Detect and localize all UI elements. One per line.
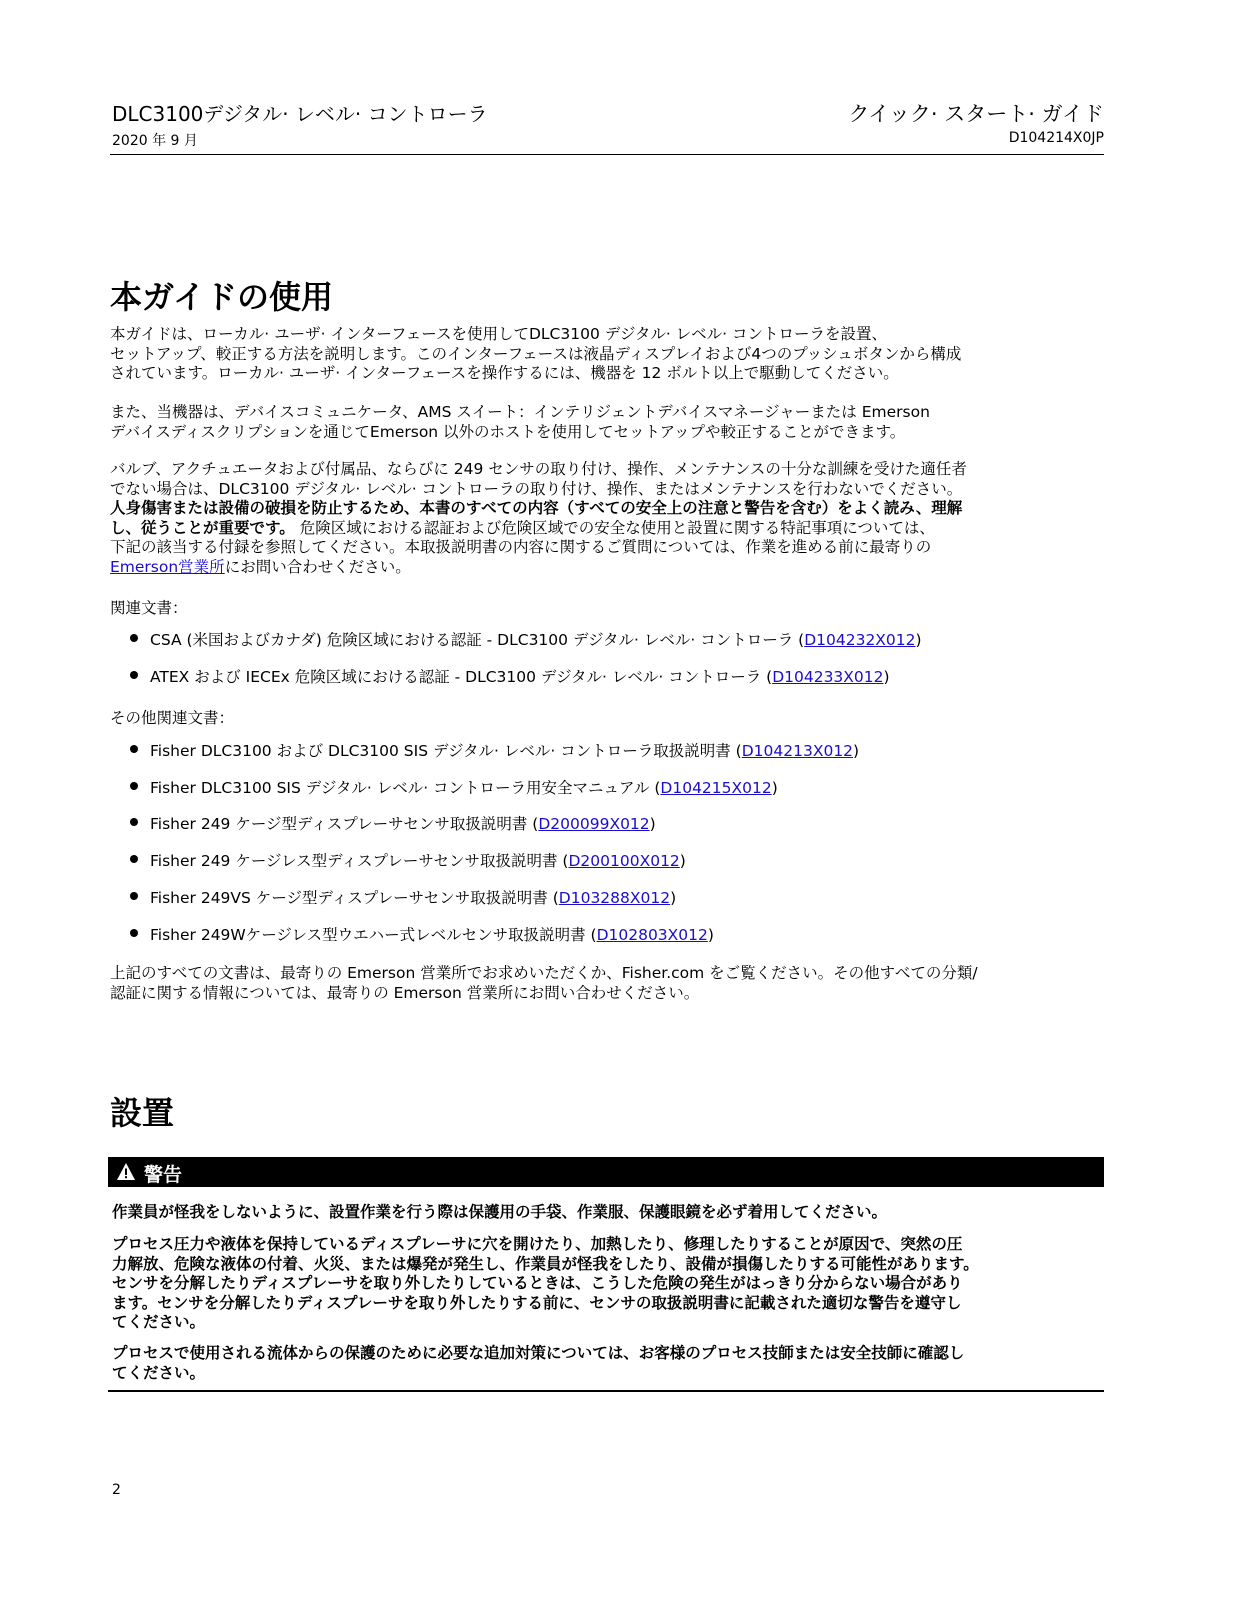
list-item: Fisher DLC3100 SIS デジタル· レベル· コントローラ用安全マニュアル (D104215X012) — [130, 776, 778, 798]
warning-title: 警告 — [144, 1164, 183, 1186]
text-line: ます。センサを分解したりディスプレーサを取り外したりする前に、センサの取扱説明書に記載された適切な警告を遵守し — [112, 1293, 962, 1312]
text-fragment: にお問い合わせください。 — [224, 557, 411, 576]
warning-banner — [108, 1157, 1104, 1187]
other-documents-label: その他関連文書： — [110, 709, 235, 727]
list-item: Fisher 249 ケージ型ディスプレーサセンサ取扱説明書 (D200099X012) — [130, 812, 656, 834]
doc-link-d200099x012[interactable]: D200099X012 — [538, 815, 650, 833]
doc-link-d104215x012[interactable]: D104215X012 — [660, 779, 772, 797]
list-item: Fisher 249Wケージレス型ウエハー式レベルセンサ取扱説明書 (D102803X012) — [130, 923, 714, 945]
text-fragment: 危険区域における認証および危険区域での安全な使用と設置に関する特記事項については、 — [294, 518, 935, 537]
related-documents-label: 関連文書： — [110, 599, 188, 617]
safety-paragraph — [110, 460, 1104, 577]
emerson-sales-office-link[interactable]: Emerson営業所 — [110, 557, 225, 576]
intro-paragraph — [110, 325, 1104, 384]
warning-paragraph-pressure — [112, 1235, 1102, 1333]
doc-link-d102803x012[interactable]: D102803X012 — [596, 926, 708, 944]
text-line: セットアップ、較正する方法を説明します。このインターフェースは液晶ディスプレイおよび4つのプッシュボタンから構成 — [110, 344, 962, 363]
list-item: ATEX および IECEx 危険区域における認証 - DLC3100 デジタル· レベル· コントローラ (D104233X012) — [130, 665, 890, 687]
page-number: 2 — [112, 1482, 121, 1498]
doc-link-d104233x012[interactable]: D104233X012 — [772, 668, 884, 686]
warning-paragraph-ppe — [112, 1203, 1102, 1223]
text-line: 力解放、危険な液体の付着、火災、または爆発が発生し、作業員が怪我をしたり、設備が損傷したりする可能性があります。 — [112, 1254, 979, 1273]
list-item: Fisher DLC3100 および DLC3100 SIS デジタル· レベル· コントローラ取扱説明書 (D104213X012) — [130, 739, 859, 761]
text-line: センサを分解したりディスプレーサを取り外したりしているときは、こうした危険の発生がはっきり分からない場合があり — [112, 1274, 963, 1292]
warning-paragraph-process-fluid — [112, 1344, 1102, 1383]
bold-text-line: 人身傷害または設備の破損を防止するため、本書のすべての内容（すべての安全上の注意と警告を含む）をよく読み、理解 — [110, 499, 963, 517]
list-item: CSA (米国およびカナダ) 危険区域における認証 - DLC3100 デジタル· レベル· コントローラ (D104232X012) — [130, 628, 922, 650]
bullet-icon — [130, 855, 138, 863]
closing-paragraph — [110, 964, 1104, 1003]
warning-triangle-icon — [116, 1162, 136, 1182]
text-line: 上記のすべての文書は、最寄りの Emerson 営業所でお求めいただくか、Fisher.com をご覧ください。その他すべての分類/ — [110, 964, 978, 982]
header-date: 2020 年 9 月 — [112, 133, 198, 149]
header-divider — [110, 154, 1104, 155]
text-line: されています。ローカル· ユーザ· インターフェースを操作するには、機器を 12 ボルト以上で駆動してください。 — [110, 364, 899, 382]
text-line: 認証に関する情報については、最寄りの Emerson 営業所にお問い合わせください。 — [110, 983, 700, 1002]
bullet-icon — [130, 892, 138, 900]
header-product-title: DLC3100デジタル· レベル· コントローラ — [112, 102, 488, 126]
bullet-icon — [130, 634, 138, 642]
bold-text-fragment: し、従うことが重要です。 — [110, 518, 295, 537]
text-line: プロセスで使用される流体からの保護のために必要な追加対策については、お客様のプロセス技師または安全技師に確認し — [112, 1344, 965, 1362]
text-line: 作業員が怪我をしないように、設置作業を行う際は保護用の手袋、作業服、保護眼鏡を必ず着用してください。 — [112, 1203, 888, 1221]
section-heading-installation: 設置 — [110, 1094, 175, 1132]
bullet-icon — [130, 745, 138, 753]
text-line: てください。 — [112, 1313, 206, 1331]
text-line: てください。 — [112, 1363, 206, 1382]
text-line: 下記の該当する付録を参照してください。本取扱説明書の内容に関するご質問については、作業を進める前に最寄りの — [110, 538, 932, 556]
header-guide-title: クイック· スタート· ガイド — [848, 102, 1104, 126]
text-line: プロセス圧力や液体を保持しているディスプレーサに穴を開けたり、加熱したり、修理したりすることが原因で、突然の圧 — [112, 1235, 963, 1253]
text-line: でない場合は、DLC3100 デジタル· レベル· コントローラの取り付け、操作、またはメンテナンスを行わないでください。 — [110, 479, 963, 498]
list-item: Fisher 249 ケージレス型ディスプレーサセンサ取扱説明書 (D200100X012) — [130, 849, 686, 871]
bullet-icon — [130, 671, 138, 679]
bullet-icon — [130, 929, 138, 937]
bullet-icon — [130, 782, 138, 790]
header-doc-number: D104214X0JP — [1008, 130, 1104, 146]
text-line: デバイスディスクリプションを通じてEmerson 以外のホストを使用してセットアップや較正することができます。 — [110, 422, 906, 441]
doc-link-d103288x012[interactable]: D103288X012 — [558, 889, 671, 907]
warning-bottom-rule — [108, 1390, 1104, 1392]
text-line: 本ガイドは、ローカル· ユーザ· インターフェースを使用してDLC3100 デジタル· レベル· コントローラを設置、 — [110, 325, 888, 343]
doc-link-d200100x012[interactable]: D200100X012 — [568, 852, 680, 870]
hosts-paragraph — [110, 403, 1104, 442]
text-line: また、当機器は、デバイスコミュニケータ、AMS スイート：インテリジェントデバイスマネージャーまたは Emerson — [110, 403, 930, 421]
doc-link-d104232x012[interactable]: D104232X012 — [804, 631, 916, 649]
list-item: Fisher 249VS ケージ型ディスプレーサセンサ取扱説明書 (D103288X012) — [130, 886, 676, 908]
doc-link-d104213x012[interactable]: D104213X012 — [741, 742, 854, 760]
text-line: バルブ、アクチュエータおよび付属品、ならびに 249 センサの取り付け、操作、メンテナンスの十分な訓練を受けた適任者 — [110, 460, 967, 478]
bullet-icon — [130, 818, 138, 826]
section-heading-using-guide: 本ガイドの使用 — [110, 278, 334, 316]
